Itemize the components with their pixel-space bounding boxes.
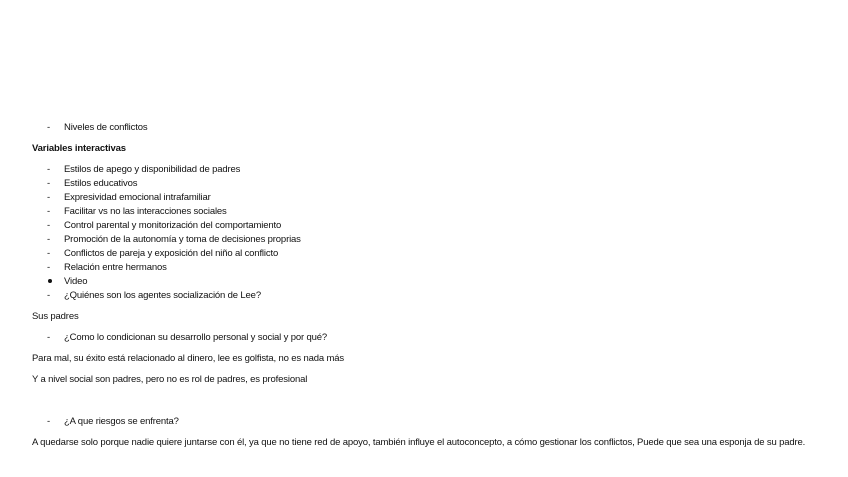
list-item: Niveles de conflictos (64, 122, 148, 133)
dash-bullet: - (47, 220, 51, 231)
dash-bullet: - (47, 416, 51, 427)
round-bullet-icon (47, 276, 52, 288)
dash-bullet: - (47, 122, 51, 133)
paragraph: Sus padres (32, 311, 79, 322)
list-item: Relación entre hermanos (64, 262, 167, 273)
dash-bullet: - (47, 290, 51, 301)
dash-bullet: - (47, 234, 51, 245)
list-item: Facilitar vs no las interacciones sociales (64, 206, 227, 217)
dash-bullet: - (47, 262, 51, 273)
list-item: Promoción de la autonomía y toma de decisiones proprias (64, 234, 301, 245)
dash-bullet: - (47, 332, 51, 343)
list-item: ¿Como lo condicionan su desarrollo personal y social y por qué? (64, 332, 328, 343)
paragraph: Y a nivel social son padres, pero no es rol de padres, es profesional (32, 374, 308, 385)
paragraph: Para mal, su éxito está relacionado al dinero, lee es golfista, no es nada más (32, 353, 345, 364)
list-item: Control parental y monitorización del comportamiento (64, 220, 282, 231)
dash-bullet: - (47, 178, 51, 189)
list-item-video: Video (64, 276, 88, 287)
section-heading: Variables interactivas (32, 143, 126, 154)
list-item: Estilos de apego y disponibilidad de padres (64, 164, 241, 175)
list-item: Estilos educativos (64, 178, 138, 189)
list-item: Expresividad emocional intrafamiliar (64, 192, 211, 203)
dash-bullet: - (47, 164, 51, 175)
paragraph: A quedarse solo porque nadie quiere juntarse con él, ya que no tiene red de apoyo, también influye el autoconcepto, a cómo gestionar los conflictos, Puede que sea una esponja de su padre. (32, 437, 806, 448)
list-item: ¿Quiénes son los agentes socialización de Lee? (64, 290, 261, 301)
dash-bullet: - (47, 206, 51, 217)
dash-bullet: - (47, 192, 51, 203)
list-item: ¿A que riesgos se enfrenta? (64, 416, 179, 427)
list-item: Conflictos de pareja y exposición del niño al conflicto (64, 248, 279, 259)
dash-bullet: - (47, 248, 51, 259)
